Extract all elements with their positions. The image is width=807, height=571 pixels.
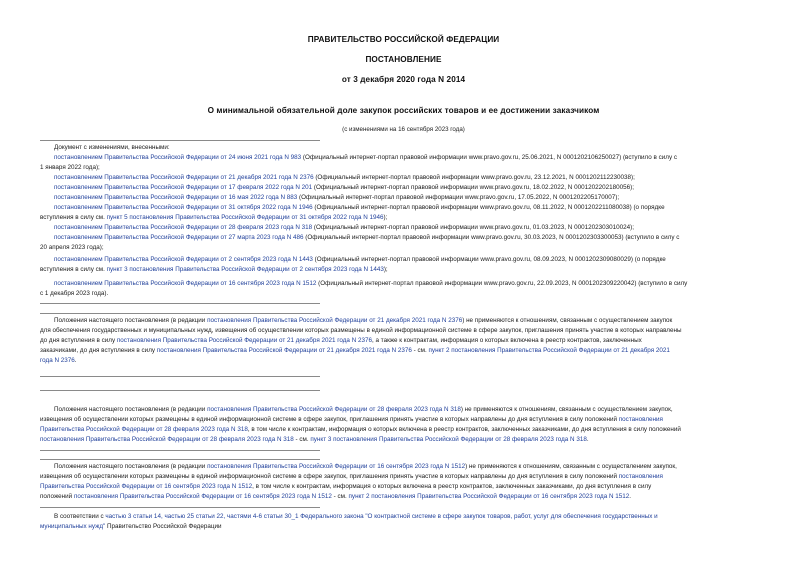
- note-link[interactable]: Правительства Российской Федерации от 28 февраля 2023 года N 318: [40, 426, 248, 433]
- change-link[interactable]: постановлением Правительства Российской Федерации от 28 февраля 2023 года N 318: [54, 224, 313, 231]
- note-line: заказчиками, до дня вступления в силу постановления Правительства Российской Федерации от 21 декабря 2021 года N 2376 - см. пункт 2 постановления Правительства Российской Федерации от 21 декабря 2021: [40, 347, 670, 354]
- divider: [40, 390, 320, 391]
- document-title: О минимальной обязательной доле закупок российских товаров и ее достижении заказчиком: [207, 106, 600, 115]
- change-item: постановлением Правительства Российской Федерации от 27 марта 2023 года N 486 (Официальный интернет-портал правовой информации www.pravo.gov.ru, 30.03.2023, N 0001202303300053) (вступило в силу с: [54, 234, 680, 241]
- change-link[interactable]: постановлением Правительства Российской Федерации от 16 мая 2022 года N 883: [54, 194, 298, 201]
- government-heading: ПРАВИТЕЛЬСТВО РОССИЙСКОЙ ФЕДЕРАЦИИ: [307, 35, 500, 44]
- divider: [40, 303, 320, 304]
- note-link[interactable]: постановления Правительства Российской Федерации от 21 декабря 2021 года N 2376: [207, 317, 463, 324]
- changes-intro: Документ с изменениями, внесенными:: [54, 144, 170, 151]
- change-item-cont: 20 апреля 2023 года);: [40, 244, 104, 251]
- note-link[interactable]: пункт 2 постановления Правительства Российской Федерации от 16 сентября 2023 года N 1512: [348, 493, 630, 500]
- change-item: постановлением Правительства Российской Федерации от 24 июня 2021 года N 983 (Официальный интернет-портал правовой информации www.pravo.gov.ru, 25.06.2021, N 0001202106250027) (вступило в силу с: [54, 154, 677, 161]
- change-item: постановлением Правительства Российской Федерации от 17 февраля 2022 года N 201 (Официальный интернет-портал правовой информации www.pravo.gov.ru, 18.02.2022, N 0001202202180056);: [54, 184, 634, 191]
- note-line: извещения об осуществлении которых размещены в единой информационной системе в сфере закупок, приглашения принять участие в которых направлены до дня вступления в силу положений постановления: [40, 473, 663, 480]
- change-item: постановлением Правительства Российской Федерации от 16 сентября 2023 года N 1512 (Официальный интернет-портал правовой информации www.pravo.gov.ru, 22.09.2023, N 0001202309220042) (вступило в силу: [54, 280, 688, 287]
- note-line: Положения настоящего постановления (в редакции постановления Правительства Российской Федерации от 28 февраля 2023 года N 318) не применяются к отношениям, связанным с осуществлением закупок,: [54, 406, 673, 413]
- change-item-cont: с 1 декабря 2023 года).: [40, 290, 109, 297]
- note-line: положений постановления Правительства Российской Федерации от 16 сентября 2023 года N 1512 - см. пункт 2 постановления Правительства Российской Федерации от 16 сентября 2023 года N 1512.: [40, 493, 632, 500]
- change-link[interactable]: постановлением Правительства Российской Федерации от 24 июня 2021 года N 983: [54, 154, 302, 161]
- note-link[interactable]: постановления Правительства Российской Федерации от 21 декабря 2021 года N 2376: [156, 347, 412, 354]
- note-line: Правительства Российской Федерации от 16 сентября 2023 года N 1512, в том числе к контрактам, информация о которых включена в реестр контрактов, заключенных заказчиками, до дня вступления в силу: [40, 483, 652, 490]
- note-line: Положения настоящего постановления (в редакции постановления Правительства Российской Федерации от 16 сентября 2023 года N 1512) не применяются к отношениям, связанным с осуществлением закупок,: [54, 463, 677, 470]
- note-link[interactable]: пункт 2 постановления Правительства Российской Федерации от 21 декабря 2021: [428, 347, 670, 354]
- change-item-cont: вступления в силу см. пункт 3 постановления Правительства Российской Федерации от 2 сентября 2023 года N 1443);: [40, 266, 388, 273]
- divider: [40, 313, 320, 314]
- note-link[interactable]: постановления: [618, 416, 663, 423]
- note-line: постановления Правительства Российской Федерации от 28 февраля 2023 года N 318 - см. пункт 3 постановления Правительства Российской Федерации от 28 февраля 2023 года N 318.: [40, 436, 589, 443]
- doc-type-heading: ПОСТАНОВЛЕНИЕ: [365, 55, 442, 64]
- change-item-cont: 1 января 2022 года);: [40, 164, 100, 171]
- law-link[interactable]: частью 3 статьи 14, частью 25 статьи 22, частями 4-6 статьи 30_1 Федерального закона "О контрактной системе в сфере закупок товаров, работ, услуг для обеспечения государственных и: [105, 513, 658, 520]
- note-line: извещения об осуществлении которых размещены в единой информационной системе в сфере закупок, приглашения принять участие в которых направлены до дня вступления в силу положений постановления: [40, 416, 663, 423]
- preamble-line: муниципальных нужд" Правительство Российской Федерации: [40, 523, 222, 530]
- change-link[interactable]: постановлением Правительства Российской Федерации от 16 сентября 2023 года N 1512: [54, 280, 317, 287]
- note-link[interactable]: постановления Правительства Российской Федерации от 16 сентября 2023 года N 1512: [207, 463, 466, 470]
- note-link[interactable]: постановления Правительства Российской Федерации от 16 сентября 2023 года N 1512: [73, 493, 332, 500]
- note-link[interactable]: постановления Правительства Российской Федерации от 28 февраля 2023 года N 318: [40, 436, 294, 443]
- divider: [40, 450, 320, 451]
- note-line: Правительства Российской Федерации от 28 февраля 2023 года N 318, в том числе к контрактам, информация о которых включена в реестр контрактов, заключенных заказчиками, до дня вступления в силу положений: [40, 426, 681, 433]
- revision-note: (с изменениями на 16 сентября 2023 года): [342, 126, 465, 133]
- change-item: постановлением Правительства Российской Федерации от 16 мая 2022 года N 883 (Официальный интернет-портал правовой информации www.pravo.gov.ru, 17.05.2022, N 0001202205170007);: [54, 194, 620, 201]
- change-item-cont: вступления в силу см. пункт 5 постановления Правительства Российской Федерации от 31 октября 2022 года N 1946);: [40, 214, 388, 221]
- note-line: до дня вступления в силу постановления Правительства Российской Федерации от 21 декабря 2021 года N 2376, а также к контрактам, информация о которых включена в реестр контрактов, заключенных: [40, 337, 642, 344]
- divider: [40, 376, 320, 377]
- change-item: постановлением Правительства Российской Федерации от 31 октября 2022 года N 1946 (Официальный интернет-портал правовой информации www.pravo.gov.ru, 08.11.2022, N 0001202211080038) (о порядке: [54, 204, 665, 211]
- note-link[interactable]: Правительства Российской Федерации от 16 сентября 2023 года N 1512: [40, 483, 253, 490]
- divider: [40, 140, 320, 141]
- note-line: Положения настоящего постановления (в редакции постановления Правительства Российской Федерации от 21 декабря 2021 года N 2376) не применяются к отношениям, связанным с осуществлением закупок: [54, 317, 673, 324]
- note-line: года N 2376.: [40, 357, 77, 364]
- note-link[interactable]: пункт 3 постановления Правительства Российской Федерации от 28 февраля 2023 года N 318: [310, 436, 587, 443]
- law-link[interactable]: муниципальных нужд": [40, 523, 106, 530]
- note-line: для обеспечения государственных и муниципальных нужд, извещения об осуществлении которых размещены в единой информационной системе в сфере закупок, приглашения принять участие в которых направлены: [40, 327, 682, 334]
- change-link[interactable]: пункт 3 постановления Правительства Российской Федерации от 2 сентября 2023 года N 1443: [106, 266, 384, 273]
- note-link[interactable]: постановления: [618, 473, 663, 480]
- change-link[interactable]: постановлением Правительства Российской Федерации от 2 сентября 2023 года N 1443: [54, 256, 313, 263]
- change-link[interactable]: пункт 5 постановления Правительства Российской Федерации от 31 октября 2022 года N 1946: [106, 214, 384, 221]
- note-link[interactable]: постановления Правительства Российской Федерации от 21 декабря 2021 года N 2376: [116, 337, 372, 344]
- note-link[interactable]: года N 2376: [40, 357, 75, 364]
- preamble-line: В соответствии с частью 3 статьи 14, частью 25 статьи 22, частями 4-6 статьи 30_1 Федерального закона "О контрактной системе в сфере закупок товаров, работ, услуг для обеспечения государственных и: [54, 513, 658, 520]
- divider: [40, 459, 320, 460]
- change-link[interactable]: постановлением Правительства Российской Федерации от 21 декабря 2021 года N 2376: [54, 174, 314, 181]
- note-link[interactable]: постановления Правительства Российской Федерации от 28 февраля 2023 года N 318: [207, 406, 461, 413]
- change-item: постановлением Правительства Российской Федерации от 2 сентября 2023 года N 1443 (Официальный интернет-портал правовой информации www.pravo.gov.ru, 08.09.2023, N 0001202309080029) (о порядке: [54, 256, 666, 263]
- date-number-heading: от 3 декабря 2020 года N 2014: [341, 75, 466, 84]
- change-link[interactable]: постановлением Правительства Российской Федерации от 27 марта 2023 года N 486: [54, 234, 304, 241]
- change-item: постановлением Правительства Российской Федерации от 28 февраля 2023 года N 318 (Официальный интернет-портал правовой информации www.pravo.gov.ru, 01.03.2023, N 0001202303010024);: [54, 224, 634, 231]
- change-link[interactable]: постановлением Правительства Российской Федерации от 17 февраля 2022 года N 201: [54, 184, 313, 191]
- divider: [40, 507, 320, 508]
- change-item: постановлением Правительства Российской Федерации от 21 декабря 2021 года N 2376 (Официальный интернет-портал правовой информации www.pravo.gov.ru, 23.12.2021, N 0001202112230038);: [54, 174, 635, 181]
- change-link[interactable]: постановлением Правительства Российской Федерации от 31 октября 2022 года N 1946: [54, 204, 313, 211]
